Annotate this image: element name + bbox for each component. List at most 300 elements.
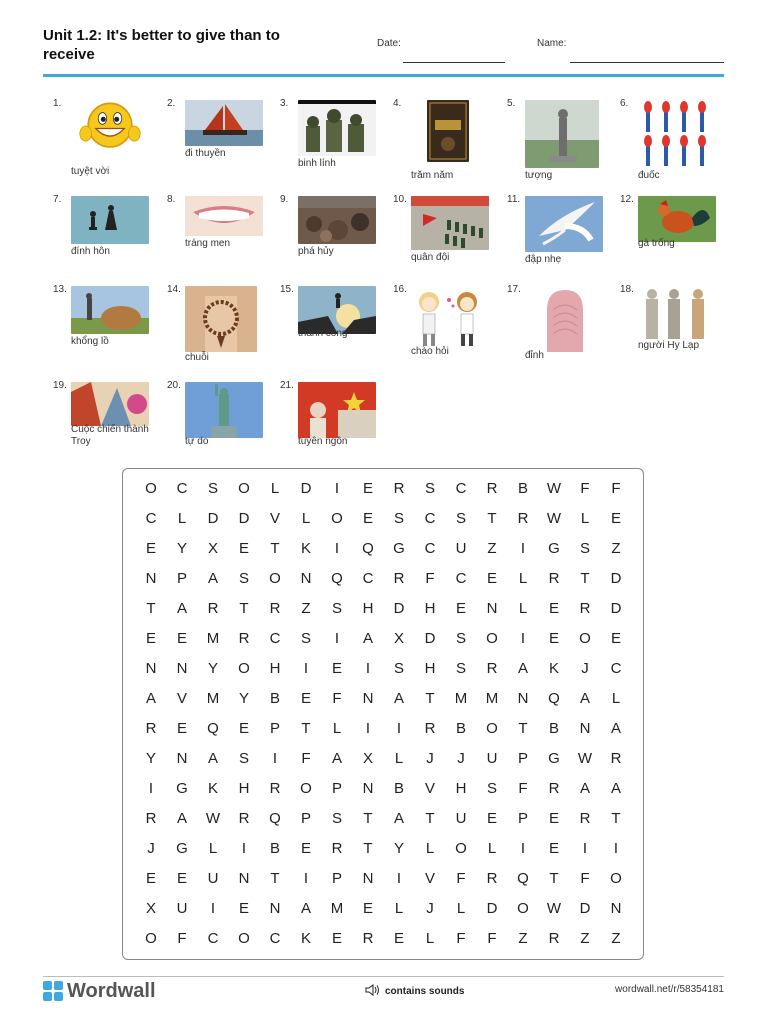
grid-letter[interactable]: F bbox=[456, 930, 466, 947]
grid-letter[interactable]: N bbox=[610, 900, 622, 917]
grid-letter[interactable]: R bbox=[517, 510, 529, 527]
grid-letter[interactable]: D bbox=[207, 510, 219, 527]
grid-letter[interactable]: S bbox=[207, 480, 218, 497]
name-label: Name: bbox=[537, 38, 567, 49]
grid-letter[interactable]: R bbox=[238, 630, 250, 647]
grid-letter[interactable]: E bbox=[145, 540, 156, 557]
date-label: Date: bbox=[377, 38, 401, 49]
grid-letter[interactable]: J bbox=[426, 900, 434, 917]
grid-letter[interactable]: H bbox=[238, 780, 250, 797]
grid-letter[interactable]: O bbox=[486, 720, 498, 737]
grid-letter[interactable]: W bbox=[546, 480, 562, 497]
grid-letter[interactable]: M bbox=[330, 900, 344, 917]
grid-letter[interactable]: J bbox=[581, 660, 589, 677]
activity-url[interactable]: wordwall.net/r/58354181 bbox=[615, 984, 724, 995]
grid-letter[interactable]: Z bbox=[611, 540, 621, 557]
grid-letter[interactable]: M bbox=[206, 690, 220, 707]
grid-letter[interactable]: L bbox=[332, 720, 342, 737]
grid-letter[interactable]: T bbox=[611, 810, 621, 827]
grid-letter[interactable]: A bbox=[300, 900, 311, 917]
grid-letter[interactable]: S bbox=[300, 630, 311, 647]
grid-letter[interactable]: O bbox=[517, 900, 529, 917]
grid-letter[interactable]: F bbox=[301, 750, 311, 767]
grid-letter[interactable]: Y bbox=[393, 840, 404, 857]
clue-item bbox=[43, 192, 153, 274]
grid-letter[interactable]: C bbox=[362, 570, 374, 587]
grid-letter[interactable]: U bbox=[486, 750, 498, 767]
grid-letter[interactable]: R bbox=[610, 750, 622, 767]
grid-letter[interactable]: F bbox=[518, 780, 528, 797]
clue-number: 20. bbox=[167, 380, 181, 391]
grid-letter[interactable]: T bbox=[363, 840, 373, 857]
grid-letter[interactable]: A bbox=[207, 570, 218, 587]
grid-letter[interactable]: T bbox=[518, 720, 528, 737]
grid-letter[interactable]: T bbox=[425, 810, 435, 827]
grid-letter[interactable]: C bbox=[455, 570, 467, 587]
grid-letter[interactable]: I bbox=[210, 900, 216, 917]
grid-letter[interactable]: C bbox=[424, 510, 436, 527]
clue-number: 8. bbox=[167, 194, 176, 205]
greek-statues-image bbox=[638, 286, 716, 342]
grid-letter[interactable]: S bbox=[238, 570, 249, 587]
clue-caption: quân đội bbox=[411, 252, 450, 263]
grid-letter[interactable]: S bbox=[331, 810, 342, 827]
grid-letter[interactable]: Y bbox=[145, 750, 156, 767]
grid-letter[interactable]: A bbox=[579, 690, 590, 707]
grid-letter[interactable]: O bbox=[269, 570, 281, 587]
grid-letter[interactable]: Q bbox=[207, 720, 219, 737]
grid-letter[interactable]: F bbox=[611, 480, 621, 497]
clue-item bbox=[43, 96, 153, 178]
grid-letter[interactable]: E bbox=[486, 810, 497, 827]
grid-letter[interactable]: A bbox=[610, 720, 621, 737]
grid-letter[interactable]: E bbox=[548, 600, 559, 617]
grid-letter[interactable]: O bbox=[579, 630, 591, 647]
grid-letter[interactable]: O bbox=[610, 870, 622, 887]
grid-letter[interactable]: H bbox=[424, 660, 436, 677]
grid-letter[interactable]: C bbox=[269, 930, 281, 947]
grid-letter[interactable]: O bbox=[145, 480, 157, 497]
grid-letter[interactable]: T bbox=[363, 810, 373, 827]
grid-letter[interactable]: N bbox=[145, 660, 157, 677]
grid-letter[interactable]: C bbox=[610, 660, 622, 677]
statue-image bbox=[525, 100, 599, 168]
grid-letter[interactable]: J bbox=[426, 750, 434, 767]
grid-letter[interactable]: V bbox=[424, 780, 435, 797]
grid-letter[interactable]: L bbox=[487, 840, 497, 857]
grid-letter[interactable]: B bbox=[393, 780, 404, 797]
clue-item bbox=[610, 96, 720, 181]
grid-letter[interactable]: A bbox=[610, 780, 621, 797]
clue-item bbox=[157, 96, 267, 178]
grid-letter[interactable]: L bbox=[518, 570, 528, 587]
grid-letter[interactable]: O bbox=[300, 780, 312, 797]
grid-letter[interactable]: U bbox=[207, 870, 219, 887]
grid-letter[interactable]: E bbox=[238, 540, 249, 557]
grid-letter[interactable]: N bbox=[269, 900, 281, 917]
teeth-smile-image bbox=[185, 196, 263, 236]
grid-letter[interactable]: R bbox=[579, 810, 591, 827]
grid-letter[interactable]: L bbox=[580, 510, 590, 527]
grid-letter[interactable]: S bbox=[455, 510, 466, 527]
grid-letter[interactable]: B bbox=[548, 720, 559, 737]
grid-letter[interactable]: X bbox=[362, 750, 373, 767]
grid-letter[interactable]: L bbox=[425, 930, 435, 947]
clue-caption: đập nhẹ bbox=[525, 254, 562, 265]
grid-letter[interactable]: S bbox=[238, 750, 249, 767]
grid-letter[interactable]: J bbox=[147, 840, 155, 857]
grid-letter[interactable]: P bbox=[176, 570, 187, 587]
grid-letter[interactable]: L bbox=[301, 510, 311, 527]
grid-letter[interactable]: M bbox=[206, 630, 220, 647]
grid-letter[interactable]: S bbox=[393, 510, 404, 527]
grid-letter[interactable]: A bbox=[145, 690, 156, 707]
grid-letter[interactable]: E bbox=[176, 630, 187, 647]
grid-letter[interactable]: T bbox=[270, 870, 280, 887]
grid-row bbox=[135, 864, 633, 894]
grid-letter[interactable]: H bbox=[455, 780, 467, 797]
grid-letter[interactable]: F bbox=[332, 690, 342, 707]
grid-letter[interactable]: E bbox=[548, 810, 559, 827]
grid-letter[interactable]: J bbox=[457, 750, 465, 767]
grid-letter[interactable]: I bbox=[520, 630, 526, 647]
grid-letter[interactable]: F bbox=[425, 570, 435, 587]
grid-letter[interactable]: L bbox=[394, 900, 404, 917]
grid-row bbox=[135, 744, 633, 774]
grid-letter[interactable]: K bbox=[300, 930, 311, 947]
grid-letter[interactable]: Q bbox=[517, 870, 529, 887]
grid-letter[interactable]: M bbox=[485, 690, 499, 707]
grid-letter[interactable]: L bbox=[177, 510, 187, 527]
grid-letter[interactable]: C bbox=[455, 480, 467, 497]
grid-letter[interactable]: C bbox=[145, 510, 157, 527]
grid-letter[interactable]: E bbox=[238, 900, 249, 917]
grid-letter[interactable]: E bbox=[176, 720, 187, 737]
grid-letter[interactable]: G bbox=[548, 750, 560, 767]
grid-row bbox=[135, 474, 633, 504]
grid-letter[interactable]: F bbox=[580, 480, 590, 497]
grid-letter[interactable]: X bbox=[145, 900, 156, 917]
grid-letter[interactable]: N bbox=[579, 720, 591, 737]
grid-letter[interactable]: R bbox=[269, 780, 281, 797]
grid-letter[interactable]: O bbox=[455, 840, 467, 857]
grid-letter[interactable]: E bbox=[176, 870, 187, 887]
grid-letter[interactable]: E bbox=[300, 840, 311, 857]
grid-letter[interactable]: L bbox=[270, 480, 280, 497]
grid-letter[interactable]: C bbox=[269, 630, 281, 647]
grid-letter[interactable]: W bbox=[577, 750, 593, 767]
grid-letter[interactable]: E bbox=[393, 930, 404, 947]
clue-item bbox=[497, 282, 607, 364]
grid-letter[interactable]: I bbox=[520, 840, 526, 857]
grid-letter[interactable]: D bbox=[579, 900, 591, 917]
grid-letter[interactable]: Y bbox=[238, 690, 249, 707]
statue-of-liberty-image bbox=[185, 382, 263, 438]
grid-letter[interactable]: V bbox=[424, 870, 435, 887]
grid-letter[interactable]: D bbox=[238, 510, 250, 527]
grid-letter[interactable]: I bbox=[272, 750, 278, 767]
grid-letter[interactable]: L bbox=[518, 600, 528, 617]
grid-letter[interactable]: E bbox=[610, 630, 621, 647]
grid-letter[interactable]: A bbox=[176, 810, 187, 827]
grid-letter[interactable]: D bbox=[610, 600, 622, 617]
grid-letter[interactable]: R bbox=[486, 660, 498, 677]
grid-letter[interactable]: R bbox=[362, 930, 374, 947]
grid-letter[interactable]: E bbox=[331, 660, 342, 677]
grid-letter[interactable]: E bbox=[300, 690, 311, 707]
grid-letter[interactable]: O bbox=[145, 930, 157, 947]
grid-letter[interactable]: R bbox=[548, 570, 560, 587]
grid-letter[interactable]: U bbox=[176, 900, 188, 917]
grid-letter[interactable]: A bbox=[176, 600, 187, 617]
grid-letter[interactable]: A bbox=[331, 750, 342, 767]
grid-letter[interactable]: D bbox=[424, 630, 436, 647]
grid-letter[interactable]: E bbox=[362, 900, 373, 917]
grid-letter[interactable]: E bbox=[610, 510, 621, 527]
grid-row bbox=[135, 714, 633, 744]
grid-letter[interactable]: Z bbox=[580, 930, 590, 947]
smiley-thumbs-up-icon bbox=[71, 100, 149, 152]
grid-letter[interactable]: A bbox=[393, 690, 404, 707]
grid-letter[interactable]: S bbox=[393, 660, 404, 677]
grid-letter[interactable]: T bbox=[239, 600, 249, 617]
grid-letter[interactable]: G bbox=[176, 840, 188, 857]
grid-letter[interactable]: V bbox=[176, 690, 187, 707]
grid-letter[interactable]: T bbox=[549, 870, 559, 887]
trojan-war-image bbox=[71, 382, 149, 426]
grid-letter[interactable]: R bbox=[238, 810, 250, 827]
grid-letter[interactable]: W bbox=[546, 900, 562, 917]
grid-letter[interactable]: T bbox=[146, 600, 156, 617]
clue-caption: chuỗi bbox=[185, 352, 209, 363]
grid-letter[interactable]: I bbox=[303, 660, 309, 677]
grid-letter[interactable]: N bbox=[238, 870, 250, 887]
grid-letter[interactable]: U bbox=[455, 810, 467, 827]
grid-letter[interactable]: N bbox=[362, 870, 374, 887]
grid-letter[interactable]: I bbox=[148, 780, 154, 797]
grid-letter[interactable]: N bbox=[176, 750, 188, 767]
grid-letter[interactable]: T bbox=[580, 570, 590, 587]
grid-letter[interactable]: T bbox=[270, 540, 280, 557]
prayer-beads-image bbox=[185, 286, 257, 352]
grid-letter[interactable]: I bbox=[613, 840, 619, 857]
fingertip-image bbox=[525, 286, 603, 352]
clue-number: 17. bbox=[507, 284, 521, 295]
grid-letter[interactable]: I bbox=[365, 660, 371, 677]
grid-letter[interactable]: D bbox=[300, 480, 312, 497]
grid-letter[interactable]: E bbox=[455, 600, 466, 617]
grid-letter[interactable]: C bbox=[207, 930, 219, 947]
grid-letter[interactable]: M bbox=[454, 690, 468, 707]
rooster-image bbox=[638, 196, 716, 242]
grid-letter[interactable]: C bbox=[424, 540, 436, 557]
grid-letter[interactable]: O bbox=[331, 510, 343, 527]
grid-letter[interactable]: H bbox=[362, 600, 374, 617]
grid-letter[interactable]: E bbox=[145, 630, 156, 647]
grid-letter[interactable]: O bbox=[238, 930, 250, 947]
grid-letter[interactable]: P bbox=[331, 780, 342, 797]
grid-letter[interactable]: S bbox=[331, 600, 342, 617]
grid-letter[interactable]: S bbox=[455, 660, 466, 677]
clue-item bbox=[270, 282, 380, 364]
grid-letter[interactable]: D bbox=[393, 600, 405, 617]
grid-letter[interactable]: I bbox=[241, 840, 247, 857]
grid-letter[interactable]: C bbox=[176, 480, 188, 497]
grid-letter[interactable]: N bbox=[517, 690, 529, 707]
grid-letter[interactable]: A bbox=[579, 780, 590, 797]
grid-row bbox=[135, 774, 633, 804]
grid-letter[interactable]: Z bbox=[611, 930, 621, 947]
grid-letter[interactable]: S bbox=[424, 480, 435, 497]
grid-letter[interactable]: D bbox=[486, 900, 498, 917]
grid-letter[interactable]: W bbox=[546, 510, 562, 527]
grid-letter[interactable]: B bbox=[269, 690, 280, 707]
grid-letter[interactable]: R bbox=[393, 480, 405, 497]
grid-letter[interactable]: R bbox=[424, 720, 436, 737]
grid-letter[interactable]: N bbox=[362, 690, 374, 707]
clue-number: 12. bbox=[620, 194, 634, 205]
grid-letter[interactable]: R bbox=[393, 570, 405, 587]
grid-letter[interactable]: P bbox=[517, 810, 528, 827]
grid-letter[interactable]: G bbox=[393, 540, 405, 557]
grid-letter[interactable]: R bbox=[207, 600, 219, 617]
grid-letter[interactable]: E bbox=[362, 480, 373, 497]
grid-letter[interactable]: E bbox=[145, 870, 156, 887]
grid-letter[interactable]: I bbox=[334, 630, 340, 647]
grid-letter[interactable]: W bbox=[205, 810, 221, 827]
grid-letter[interactable]: I bbox=[582, 840, 588, 857]
grid-letter[interactable]: P bbox=[517, 750, 528, 767]
grid-letter[interactable]: Z bbox=[487, 540, 497, 557]
grid-letter[interactable]: E bbox=[548, 630, 559, 647]
grid-letter[interactable]: P bbox=[269, 720, 280, 737]
grid-letter[interactable]: H bbox=[269, 660, 281, 677]
grid-letter[interactable]: L bbox=[611, 690, 621, 707]
clue-item bbox=[270, 192, 380, 274]
clue-caption: tự do bbox=[185, 436, 209, 447]
clue-caption: binh lính bbox=[298, 158, 336, 169]
grid-letter[interactable]: N bbox=[362, 780, 374, 797]
grid-letter[interactable]: I bbox=[396, 870, 402, 887]
grid-letter[interactable]: K bbox=[207, 780, 218, 797]
grid-letter[interactable]: F bbox=[177, 930, 187, 947]
grid-letter[interactable]: S bbox=[455, 630, 466, 647]
grid-letter[interactable]: G bbox=[548, 540, 560, 557]
grid-letter[interactable]: I bbox=[334, 480, 340, 497]
grid-letter[interactable]: R bbox=[269, 600, 281, 617]
grid-letter[interactable]: O bbox=[238, 480, 250, 497]
grid-letter[interactable]: K bbox=[300, 540, 311, 557]
name-field[interactable] bbox=[570, 62, 724, 63]
grid-letter[interactable]: N bbox=[300, 570, 312, 587]
grid-letter[interactable]: T bbox=[425, 690, 435, 707]
clue-number: 9. bbox=[280, 194, 289, 205]
grid-letter[interactable]: N bbox=[176, 660, 188, 677]
grid-letter[interactable]: R bbox=[548, 780, 560, 797]
grid-letter[interactable]: E bbox=[331, 930, 342, 947]
clue-number: 10. bbox=[393, 194, 407, 205]
grid-letter[interactable]: P bbox=[331, 870, 342, 887]
grid-letter[interactable]: E bbox=[362, 510, 373, 527]
grid-letter[interactable]: S bbox=[486, 780, 497, 797]
grid-letter[interactable]: I bbox=[520, 540, 526, 557]
grid-letter[interactable]: I bbox=[334, 540, 340, 557]
grid-letter[interactable]: E bbox=[486, 570, 497, 587]
grid-letter[interactable]: L bbox=[456, 900, 466, 917]
grid-letter[interactable]: R bbox=[486, 480, 498, 497]
grid-letter[interactable]: A bbox=[517, 660, 528, 677]
grid-letter[interactable]: Q bbox=[362, 540, 374, 557]
grid-letter[interactable]: P bbox=[300, 810, 311, 827]
grid-letter[interactable]: A bbox=[393, 810, 404, 827]
clue-number: 18. bbox=[620, 284, 634, 295]
grid-letter[interactable]: I bbox=[303, 870, 309, 887]
grid-letter[interactable]: R bbox=[331, 840, 343, 857]
grid-letter[interactable]: L bbox=[425, 840, 435, 857]
clue-item bbox=[383, 96, 493, 181]
grid-letter[interactable]: A bbox=[207, 750, 218, 767]
clue-caption: chào hỏi bbox=[411, 346, 449, 357]
grid-letter[interactable]: R bbox=[145, 720, 157, 737]
grid-letter[interactable]: B bbox=[455, 720, 466, 737]
grid-letter[interactable]: L bbox=[208, 840, 218, 857]
grid-letter[interactable]: Z bbox=[301, 600, 311, 617]
grid-letter[interactable]: Y bbox=[176, 540, 187, 557]
grid-letter[interactable]: H bbox=[424, 600, 436, 617]
grid-letter[interactable]: Y bbox=[207, 660, 218, 677]
grid-letter[interactable]: X bbox=[393, 630, 404, 647]
grid-letter[interactable]: Q bbox=[548, 690, 560, 707]
clue-caption: gà trống bbox=[638, 238, 675, 249]
grid-letter[interactable]: E bbox=[548, 840, 559, 857]
grid-letter[interactable]: R bbox=[579, 600, 591, 617]
grid-letter[interactable]: I bbox=[365, 720, 371, 737]
grid-letter[interactable]: A bbox=[362, 630, 373, 647]
grid-letter[interactable]: V bbox=[269, 510, 280, 527]
grid-letter[interactable]: E bbox=[238, 720, 249, 737]
grid-letter[interactable]: L bbox=[394, 750, 404, 767]
grid-letter[interactable]: U bbox=[455, 540, 467, 557]
grid-letter[interactable]: N bbox=[486, 600, 498, 617]
grid-letter[interactable]: T bbox=[487, 510, 497, 527]
grid-letter[interactable]: R bbox=[548, 930, 560, 947]
grid-letter[interactable]: K bbox=[548, 660, 559, 677]
grid-letter[interactable]: B bbox=[517, 480, 528, 497]
grid-letter[interactable]: I bbox=[396, 720, 402, 737]
grid-letter[interactable]: S bbox=[579, 540, 590, 557]
grid-row bbox=[135, 654, 633, 684]
grid-letter[interactable]: R bbox=[486, 870, 498, 887]
clue-number: 5. bbox=[507, 98, 516, 109]
grid-letter[interactable]: T bbox=[301, 720, 311, 737]
grid-letter[interactable]: Q bbox=[269, 810, 281, 827]
grid-letter[interactable]: Q bbox=[331, 570, 343, 587]
grid-letter[interactable]: G bbox=[176, 780, 188, 797]
grid-letter[interactable]: Z bbox=[518, 930, 528, 947]
grid-letter[interactable]: O bbox=[238, 660, 250, 677]
grid-letter[interactable]: F bbox=[456, 870, 466, 887]
grid-letter[interactable]: D bbox=[610, 570, 622, 587]
date-field[interactable] bbox=[403, 62, 505, 63]
grid-letter[interactable]: X bbox=[207, 540, 218, 557]
logo-text: Wordwall bbox=[67, 980, 156, 1002]
grid-letter[interactable]: N bbox=[145, 570, 157, 587]
grid-letter[interactable]: O bbox=[486, 630, 498, 647]
grid-letter[interactable]: F bbox=[487, 930, 497, 947]
grid-letter[interactable]: F bbox=[580, 870, 590, 887]
grid-letter[interactable]: B bbox=[269, 840, 280, 857]
grid-letter[interactable]: R bbox=[145, 810, 157, 827]
